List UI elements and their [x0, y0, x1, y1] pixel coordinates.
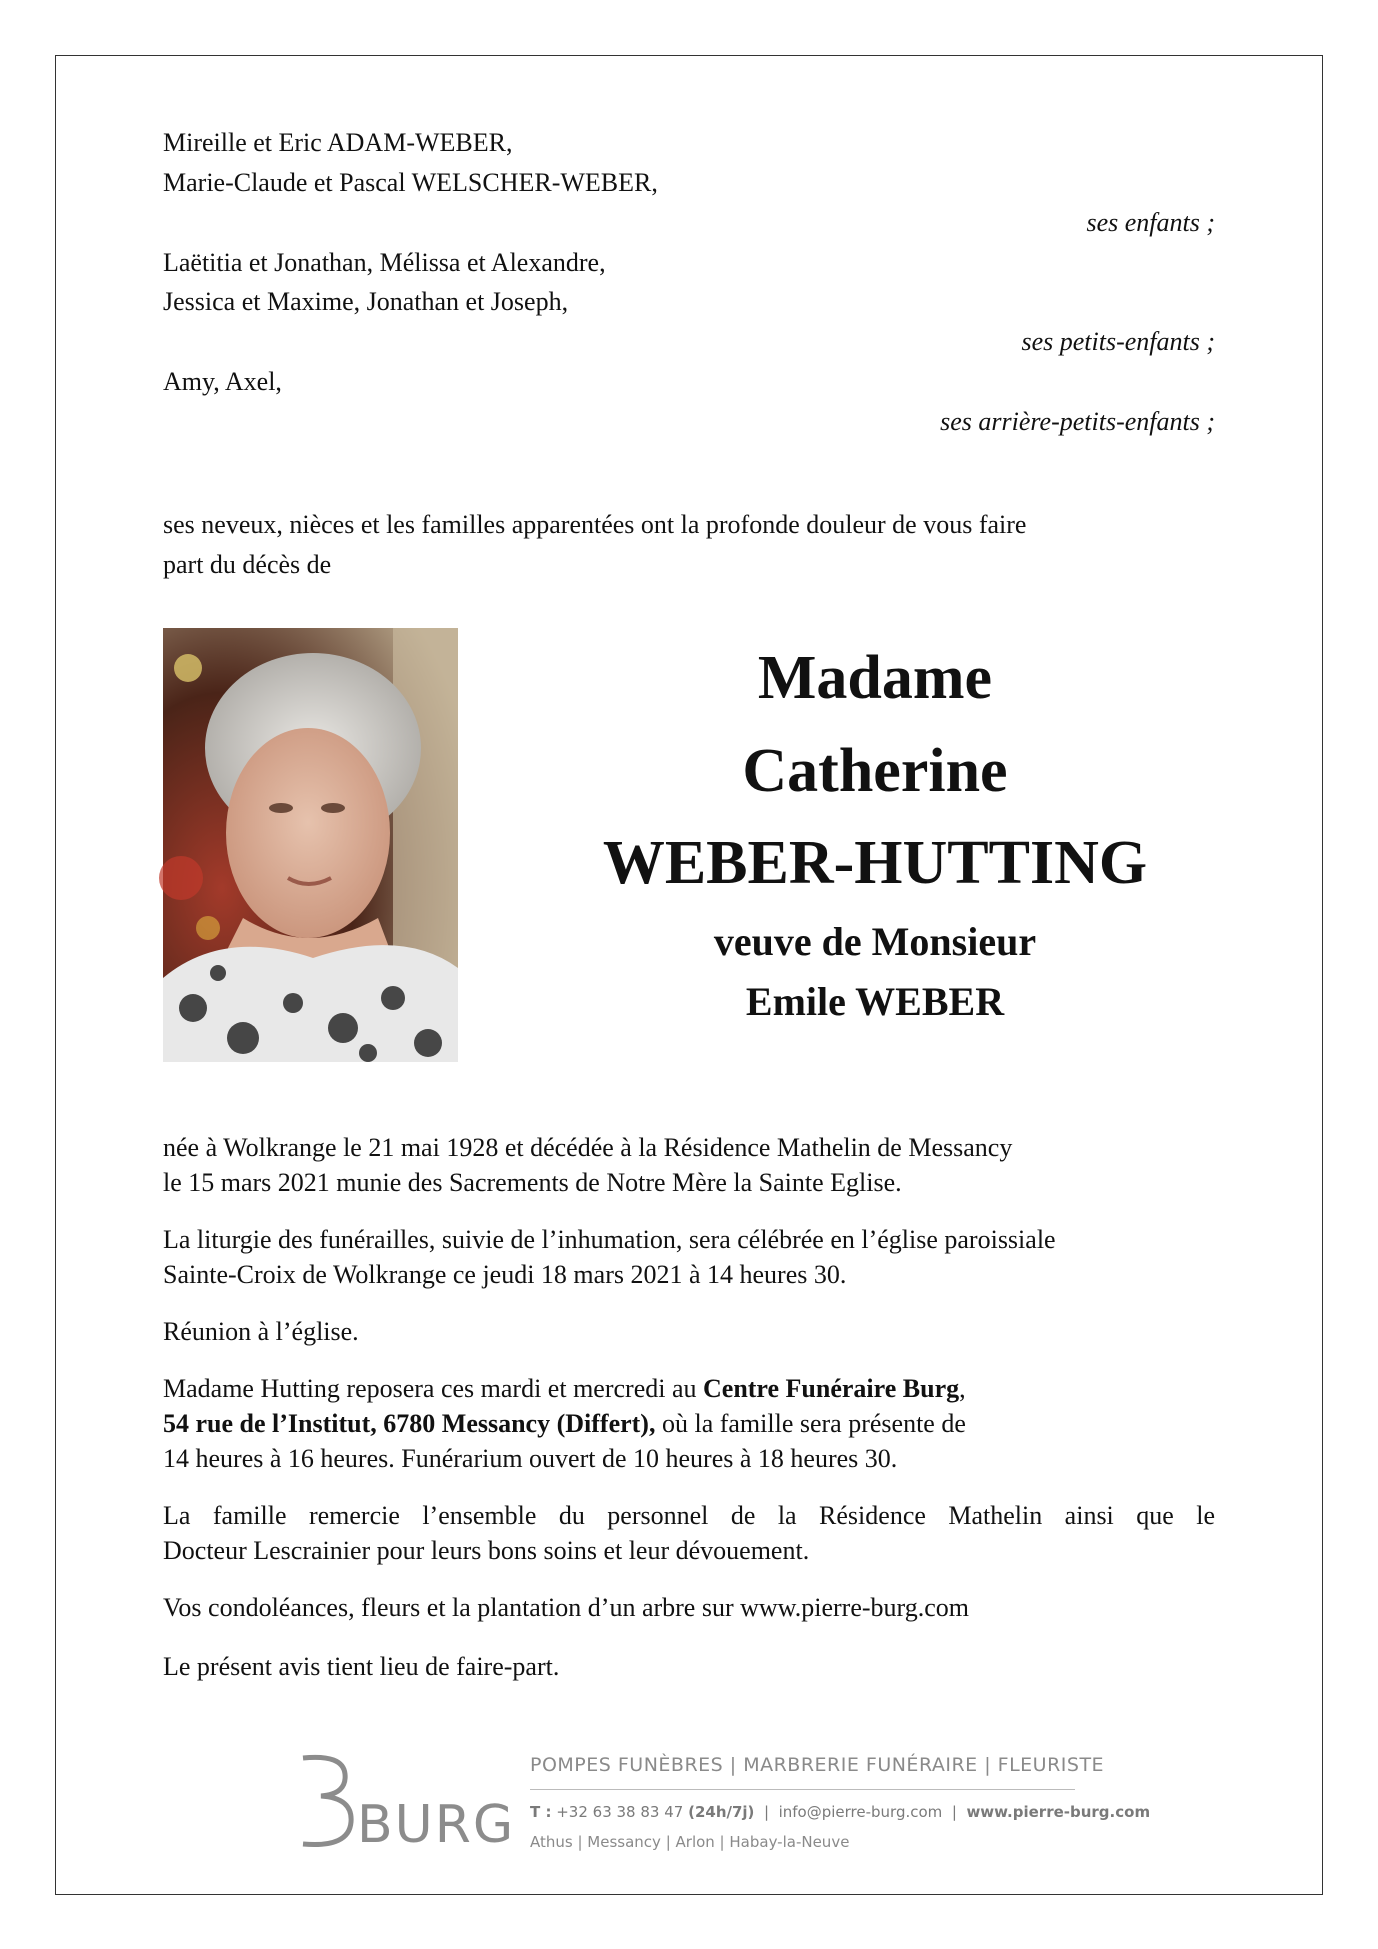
rest-line-3: 14 heures à 16 heures. Funérarium ouvert de 10 heures à 18 heures 30.: [163, 1444, 898, 1473]
phone-number: +32 63 38 83 47: [556, 1803, 684, 1821]
liturgy-line-1: La liturgie des funérailles, suivie de l’inhumation, sera célébrée en l’église paroissiale: [163, 1225, 1056, 1254]
announcement-line-1: ses neveux, nièces et les familles apparentées ont la profonde douleur de vous faire: [163, 510, 1027, 539]
rest-line-1: [163, 1371, 1215, 1406]
footer-services: POMPES FUNÈBRES | MARBRERIE FUNÉRAIRE | FLEURISTE: [530, 1754, 1105, 1776]
liturgy-line-2: Sainte-Croix de Wolkrange ce jeudi 18 mars 2021 à 14 heures 30.: [163, 1260, 847, 1289]
thanks-line-1: La famille remercie l’ensemble du personnel de la Résidence Mathelin ainsi que le: [163, 1501, 1215, 1530]
announcement-line-2: part du décès de: [163, 550, 332, 579]
children-line-1: Mireille et Eric ADAM-WEBER,: [163, 128, 513, 157]
phone-hours: (24h/7j): [688, 1803, 755, 1821]
footer-contact: [530, 1803, 1150, 1821]
birth-line-2: le 15 mars 2021 munie des Sacrements de Notre Mère la Sainte Eglise.: [163, 1168, 902, 1197]
children-line-2: Marie-Claude et Pascal WELSCHER-WEBER,: [163, 168, 658, 197]
rest-after: où la famille sera présente de: [655, 1409, 966, 1438]
portrait-photo: [163, 628, 458, 1062]
birth-line-1: née à Wolkrange le 21 mai 1928 et décédée à la Résidence Mathelin de Messancy: [163, 1133, 1013, 1162]
footer-sep-1: |: [759, 1803, 774, 1821]
footer-locations: Athus | Messancy | Arlon | Habay-la-Neuve: [530, 1833, 850, 1851]
deceased-title: Madame: [757, 644, 993, 712]
grandchildren-line-2: Jessica et Maxime, Jonathan et Joseph,: [163, 287, 569, 316]
burg-logo: [295, 1752, 516, 1855]
phone-label: T :: [530, 1803, 552, 1821]
footer-divider: [530, 1789, 1075, 1790]
funeral-center-address: 54 rue de l’Institut, 6780 Messancy (Differt),: [163, 1409, 656, 1438]
website-link[interactable]: www.pierre-burg.com: [966, 1803, 1151, 1821]
email-link[interactable]: info@pierre-burg.com: [778, 1803, 943, 1821]
rest-line-2: [163, 1406, 1215, 1441]
widow-line-2: Emile WEBER: [745, 979, 1005, 1024]
greatgrandchildren-line: Amy, Axel,: [163, 367, 282, 396]
logo-text: BURG: [357, 1795, 516, 1855]
rest-intro: Madame Hutting reposera ces mardi et mercredi au: [163, 1374, 703, 1403]
reunion-text: Réunion à l’église.: [163, 1317, 359, 1346]
deceased-surname: WEBER-HUTTING: [602, 829, 1148, 897]
notice-text: Le présent avis tient lieu de faire-part.: [163, 1652, 560, 1681]
rest-comma: ,: [959, 1374, 966, 1403]
children-label: ses enfants ;: [1086, 208, 1215, 237]
grandchildren-label: ses petits-enfants ;: [1021, 327, 1215, 356]
greatgrandchildren-label: ses arrière-petits-enfants ;: [940, 407, 1215, 436]
grandchildren-line-1: Laëtitia et Jonathan, Mélissa et Alexandre,: [163, 248, 606, 277]
widow-line-1: veuve de Monsieur: [713, 919, 1037, 964]
footer-sep-2: |: [947, 1803, 962, 1821]
deceased-first-name: Catherine: [742, 737, 1008, 805]
condolences-text: Vos condoléances, fleurs et la plantation d’un arbre sur www.pierre-burg.com: [163, 1593, 969, 1622]
funeral-center-name: Centre Funéraire Burg: [703, 1374, 960, 1403]
thanks-line-2: Docteur Lescrainier pour leurs bons soins et leur dévouement.: [163, 1536, 810, 1565]
